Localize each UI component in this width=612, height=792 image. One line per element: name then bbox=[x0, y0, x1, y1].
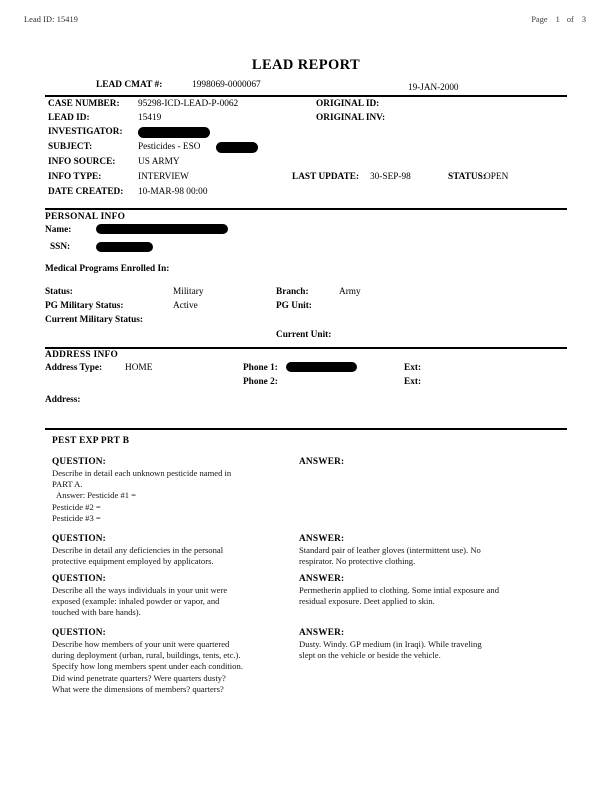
answer-4-line-1: Dusty. Windy. GP medium (in Iraqi). While traveling bbox=[299, 639, 482, 649]
question-2-line-1: Describe in detail any deficiencies in the personal bbox=[52, 545, 224, 555]
status-label: STATUS: bbox=[448, 172, 486, 182]
question-4-line-3: Specify how long members spent under each condition. bbox=[52, 661, 243, 672]
date-created-value: 10-MAR-98 00:00 bbox=[138, 187, 208, 197]
current-military-status-label: Current Military Status: bbox=[45, 315, 143, 325]
question-block-2 bbox=[52, 534, 292, 567]
question-1-line-1: Describe in detail each unknown pesticide named in bbox=[52, 468, 232, 478]
answer-2-line-1: Standard pair of leather gloves (intermittent use). No bbox=[299, 545, 481, 555]
lead-id-label: LEAD ID: bbox=[48, 113, 90, 123]
question-2-line-2: protective equipment employed by applicators. bbox=[52, 556, 214, 567]
ssn-label: SSN: bbox=[50, 242, 71, 252]
running-head bbox=[0, 15, 612, 29]
question-1-line-3: Answer: Pesticide #1 = bbox=[56, 490, 137, 501]
question-4-line-2: during deployment (urban, rural, buildings, tents, etc.). bbox=[52, 650, 241, 661]
divider-personal-info bbox=[45, 208, 567, 210]
phone2-label: Phone 2: bbox=[243, 377, 278, 387]
running-head-lead-id bbox=[24, 15, 78, 24]
divider-pest-section bbox=[45, 428, 567, 430]
answer-block-4 bbox=[299, 628, 549, 661]
answer-block-2 bbox=[299, 534, 549, 567]
current-unit-label: Current Unit: bbox=[276, 330, 332, 340]
answer-4-line-2: slept on the vehicle or beside the vehicle. bbox=[299, 650, 441, 661]
cmat-date: 19-JAN-2000 bbox=[408, 82, 459, 92]
pg-unit-label: PG Unit: bbox=[276, 301, 312, 311]
answer-2-line-2: respirator. No protective clothing. bbox=[299, 556, 416, 567]
ssn-redaction bbox=[96, 242, 153, 252]
question-3-line-1: Describe all the ways individuals in your unit were bbox=[52, 585, 228, 595]
address-info-title: ADDRESS INFO bbox=[45, 350, 119, 360]
answer-2-label: ANSWER: bbox=[299, 534, 345, 544]
question-3-label: QUESTION: bbox=[52, 574, 106, 584]
question-4-label: QUESTION: bbox=[52, 628, 106, 638]
info-source-label: INFO SOURCE: bbox=[48, 157, 116, 167]
subject-value: Pesticides - ESO bbox=[138, 142, 201, 152]
original-inv-label: ORIGINAL INV: bbox=[316, 113, 386, 123]
investigator-redaction bbox=[138, 127, 210, 138]
question-block-1 bbox=[52, 457, 292, 524]
question-4-line-5: What were the dimensions of members? quarters? bbox=[52, 683, 224, 694]
page-total: 3 bbox=[581, 15, 586, 24]
page-current: 1 bbox=[555, 15, 560, 24]
question-4-line-1: Describe how members of your unit were quartered bbox=[52, 639, 230, 649]
page-title: LEAD REPORT bbox=[251, 57, 361, 73]
question-1-line-5: Pesticide #3 = bbox=[52, 512, 101, 523]
branch-label: Branch: bbox=[276, 287, 309, 297]
case-number-label: CASE NUMBER: bbox=[48, 99, 120, 109]
page-of-label: of bbox=[566, 15, 574, 24]
status-row-label: Status: bbox=[45, 287, 73, 297]
question-1-label: QUESTION: bbox=[52, 457, 106, 467]
status-row-value: Military bbox=[173, 287, 204, 297]
last-update-value: 30-SEP-98 bbox=[370, 172, 411, 182]
lead-id-value: 15419 bbox=[138, 113, 162, 123]
question-4-line-4: Did wind penetrate quarters? Were quarters dusty? bbox=[52, 672, 226, 683]
info-source-value: US ARMY bbox=[138, 157, 180, 167]
question-3-line-2: exposed (example: inhaled powder or vapor, and bbox=[52, 596, 220, 607]
address-type-label: Address Type: bbox=[45, 363, 103, 373]
page-label: Page bbox=[531, 15, 548, 24]
answer-3-label: ANSWER: bbox=[299, 574, 345, 584]
answer-3-line-2: residual exposure. Deet applied to skin. bbox=[299, 596, 435, 607]
page-number bbox=[531, 15, 586, 24]
subject-redaction bbox=[216, 142, 258, 153]
pg-military-status-value: Active bbox=[173, 301, 198, 311]
name-redaction bbox=[96, 224, 228, 234]
running-head-lead-id-label: Lead ID: bbox=[24, 15, 55, 24]
address-type-value: HOME bbox=[125, 363, 153, 373]
question-2-label: QUESTION: bbox=[52, 534, 106, 544]
subject-label: SUBJECT: bbox=[48, 142, 93, 152]
case-number-value: 95298-ICD-LEAD-P-0062 bbox=[138, 99, 239, 109]
answer-1-label: ANSWER: bbox=[299, 457, 345, 467]
question-3-line-3: touched with bare hands). bbox=[52, 607, 141, 618]
phone1-redaction bbox=[286, 362, 357, 372]
cmat-label: LEAD CMAT #: bbox=[96, 80, 163, 90]
question-block-3 bbox=[52, 574, 292, 619]
ext2-label: Ext: bbox=[404, 377, 422, 387]
info-type-value: INTERVIEW bbox=[138, 172, 189, 182]
cmat-row bbox=[0, 80, 612, 94]
last-update-label: LAST UPDATE: bbox=[292, 172, 360, 182]
ext1-label: Ext: bbox=[404, 363, 422, 373]
running-head-lead-id-value: 15419 bbox=[56, 15, 78, 24]
question-block-4 bbox=[52, 628, 292, 695]
medical-programs-label: Medical Programs Enrolled In: bbox=[45, 264, 170, 274]
personal-info-title: PERSONAL INFO bbox=[45, 212, 126, 222]
investigator-label: INVESTIGATOR: bbox=[48, 127, 123, 137]
question-1-line-4: Pesticide #2 = bbox=[52, 501, 101, 512]
answer-3-line-1: Permetherin applied to clothing. Some intial exposure and bbox=[299, 585, 499, 595]
answer-block-1 bbox=[299, 457, 549, 468]
pg-military-status-label: PG Military Status: bbox=[45, 301, 124, 311]
cmat-value: 1998069-0000067 bbox=[192, 80, 261, 90]
answer-block-3 bbox=[299, 574, 549, 607]
date-created-label: DATE CREATED: bbox=[48, 187, 124, 197]
phone1-label: Phone 1: bbox=[243, 363, 278, 373]
divider-address-info bbox=[45, 347, 567, 349]
address-label: Address: bbox=[45, 395, 81, 405]
branch-value: Army bbox=[339, 287, 361, 297]
status-value: OPEN bbox=[484, 172, 509, 182]
name-label: Name: bbox=[45, 225, 72, 235]
original-id-label: ORIGINAL ID: bbox=[316, 99, 380, 109]
answer-4-label: ANSWER: bbox=[299, 628, 345, 638]
info-type-label: INFO TYPE: bbox=[48, 172, 102, 182]
question-1-line-2: PART A. bbox=[52, 479, 83, 490]
divider-header-top bbox=[45, 95, 567, 97]
pest-section-title: PEST EXP PRT B bbox=[52, 436, 130, 446]
